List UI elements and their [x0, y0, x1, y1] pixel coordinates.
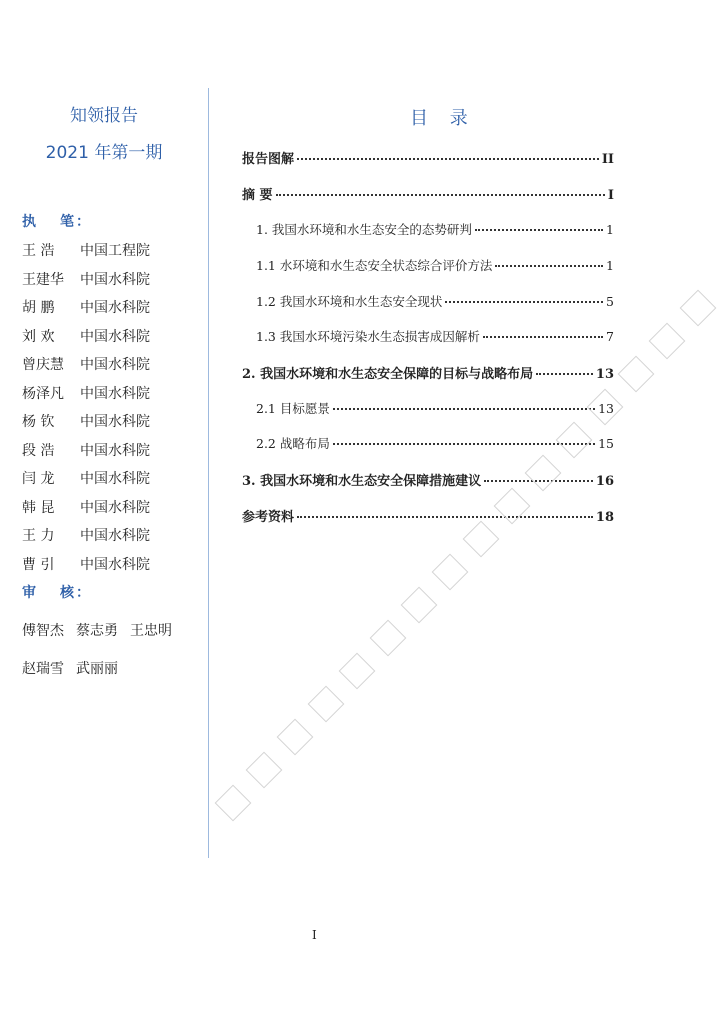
author-name: 曹 引 [22, 556, 55, 573]
author-row [22, 497, 202, 517]
author-name: 杨 钦 [22, 414, 55, 430]
issue-label: 2021 年第一期 [45, 143, 163, 163]
toc-dot-leader [445, 301, 603, 303]
author-org: 中国水科院 [80, 499, 150, 516]
author-name: 王 力 [22, 528, 55, 544]
toc-entry[interactable] [256, 327, 614, 349]
writers-heading: 执 笔： [22, 214, 92, 230]
column-divider [208, 88, 209, 858]
author-org: 中国水科院 [80, 528, 150, 544]
author-name: 刘 欢 [22, 328, 55, 345]
author-org: 中国工程院 [80, 243, 150, 259]
author-row [22, 297, 202, 317]
toc-entry[interactable] [242, 184, 614, 206]
author-name: 段 浩 [22, 442, 55, 459]
author-name: 杨泽凡 [22, 385, 64, 402]
toc-entry-page: 16 [595, 474, 614, 489]
toc-dot-leader [297, 158, 599, 160]
author-name: 王 浩 [22, 243, 55, 259]
author-org: 中国水科院 [80, 357, 150, 373]
reviewers-line-1 [22, 620, 184, 640]
toc-entry[interactable] [242, 363, 614, 385]
toc-entry-label: 3. 我国水环境和水生态安全保障措施建议 [242, 474, 482, 489]
toc-entry-page: 7 [606, 329, 614, 344]
author-row [22, 411, 202, 431]
watermark-mark [370, 620, 407, 657]
reviewer-name: 傅智杰 [22, 623, 64, 639]
toc-entry-page: 1 [606, 222, 614, 237]
reviewer-name: 赵瑞雪 [22, 661, 64, 677]
toc-entry-label: 参考资料 [242, 510, 295, 525]
org-name: 知领报告 [70, 106, 138, 126]
author-org: 中国水科院 [80, 442, 150, 459]
toc-entry-label: 1.1 水环境和水生态安全状态综合评价方法 [256, 258, 493, 273]
reviewer-name: 王忠明 [130, 623, 172, 639]
author-name: 王建华 [22, 271, 64, 288]
toc-dot-leader [483, 336, 603, 338]
author-row [22, 554, 202, 574]
toc-title: 目 录 [410, 108, 476, 129]
watermark-mark [277, 719, 314, 756]
toc-entry-page: I [607, 188, 614, 203]
toc-entry[interactable] [256, 220, 614, 242]
page-number: I [312, 928, 317, 942]
author-org: 中国水科院 [80, 471, 150, 487]
reviewer-name: 武丽丽 [76, 661, 118, 677]
watermark-mark [680, 290, 717, 327]
toc-entry-page: 13 [595, 367, 614, 382]
toc-entry-label: 2. 我国水环境和水生态安全保障的目标与战略布局 [242, 367, 534, 382]
toc-entry[interactable] [242, 506, 614, 528]
toc-entry-page: 13 [598, 401, 614, 416]
toc-entry-page: 15 [598, 436, 614, 451]
toc-dot-leader [333, 443, 595, 445]
toc-entry-label: 报告图解 [242, 152, 295, 167]
watermark-mark [618, 356, 655, 393]
toc-entry-page: 5 [606, 294, 614, 309]
author-row [22, 326, 202, 346]
toc-entry-page: II [601, 152, 614, 167]
author-org: 中国水科院 [80, 300, 150, 316]
watermark-mark [308, 686, 345, 723]
watermark-mark [649, 323, 686, 360]
reviewers-line-2 [22, 658, 130, 678]
toc-entry[interactable] [256, 399, 614, 421]
author-name: 闫 龙 [22, 471, 55, 487]
author-row [22, 440, 202, 460]
toc-dot-leader [475, 229, 603, 231]
watermark-mark [401, 587, 438, 624]
toc-dot-leader [297, 516, 593, 518]
toc-entry-label: 2.2 战略布局 [256, 436, 330, 451]
toc-dot-leader [333, 408, 595, 410]
toc-dot-leader [495, 265, 603, 267]
author-org: 中国水科院 [80, 385, 150, 402]
author-org: 中国水科院 [80, 414, 150, 430]
toc-entry[interactable] [256, 256, 614, 278]
author-row [22, 525, 202, 545]
toc-entry-page: 18 [595, 510, 614, 525]
author-row [22, 468, 202, 488]
author-row [22, 383, 202, 403]
toc-dot-leader [276, 194, 605, 196]
reviewer-name: 蔡志勇 [76, 623, 118, 639]
toc-entry-page: 1 [606, 258, 614, 273]
toc-entry[interactable] [242, 148, 614, 170]
toc-entry-label: 1.3 我国水环境污染水生态损害成因解析 [256, 329, 480, 344]
toc-entry-label: 1.2 我国水环境和水生态安全现状 [256, 294, 443, 309]
watermark-mark [432, 554, 469, 591]
author-row [22, 240, 202, 260]
toc-entry-label: 摘 要 [242, 188, 273, 203]
author-org: 中国水科院 [80, 271, 150, 288]
author-row [22, 354, 202, 374]
toc-entry-label: 2.1 目标愿景 [256, 401, 330, 416]
toc-entry[interactable] [256, 292, 614, 314]
author-row [22, 269, 202, 289]
author-org: 中国水科院 [80, 328, 150, 345]
watermark-mark [246, 752, 283, 789]
author-name: 胡 鹏 [22, 300, 55, 316]
author-org: 中国水科院 [80, 556, 150, 573]
author-sidebar [0, 0, 208, 860]
author-name: 韩 昆 [22, 499, 55, 516]
author-name: 曾庆慧 [22, 357, 64, 373]
watermark-mark [215, 785, 252, 822]
watermark-mark [339, 653, 376, 690]
toc-entry-label: 1. 我国水环境和水生态安全的态势研判 [256, 222, 472, 237]
toc-dot-leader [536, 373, 593, 375]
reviewers-heading: 审 核： [22, 585, 92, 601]
